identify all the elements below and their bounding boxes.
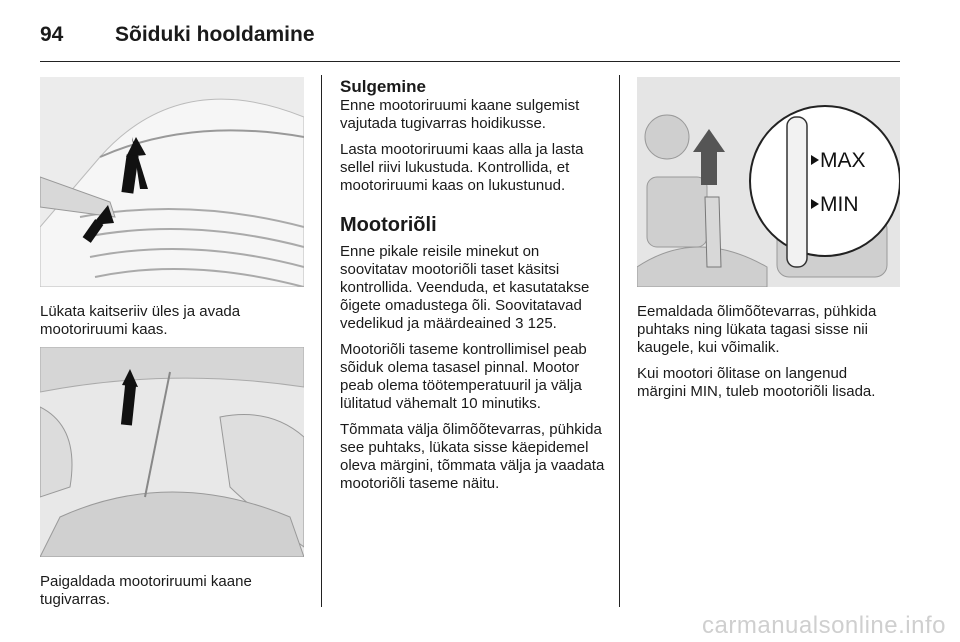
paragraph: Lasta mootoriruumi kaas alla ja lasta sellel riivi lukustuda. Kontrollida, et mootoriruumi kaas on lukustunud. xyxy=(340,141,584,194)
section-heading: Mootoriõli xyxy=(340,214,437,236)
caption: Lükata kaitseriiv üles ja avada mootoriruumi kaas. xyxy=(40,303,241,338)
paragraph: Tõmmata välja õlimõõtevarras, pühkida see puhtaks, lükata sisse käepidemel oleva märgini, tõmmata välja ja vaadata mootoriõli taseme näitu. xyxy=(340,421,605,492)
paragraph: Mootoriõli taseme kontrollimisel peab sõiduk olema tasasel pinnal. Mootor peab olema töötemperatuuril ja välja lülitatud vähemalt 10 minutiks. xyxy=(340,341,587,412)
hood-support-illustration xyxy=(40,347,304,557)
column-middle xyxy=(340,77,608,501)
hood-release-illustration xyxy=(40,77,304,287)
dipstick-min-label: MIN xyxy=(820,193,859,216)
oil-dipstick-illustration xyxy=(637,77,900,287)
dipstick-max-label: MAX xyxy=(820,149,866,172)
column-left xyxy=(40,77,304,617)
header-rule xyxy=(40,61,900,62)
paragraph: Kui mootori õlitase on langenud märgini MIN, tuleb mootoriõli lisada. xyxy=(637,365,876,400)
paragraph: Eemaldada õlimõõtevarras, pühkida puhtaks ning lükata tagasi sisse nii kaugele, kui võimalik. xyxy=(637,303,877,356)
section-heading: Sulgemine xyxy=(340,77,426,96)
page-reference-icon: 3 xyxy=(515,315,524,332)
section-title: Sõiduki hooldamine xyxy=(115,23,315,46)
page-number: 94 xyxy=(40,23,64,46)
watermark: carmanualsonline.info xyxy=(702,612,946,639)
page-header xyxy=(40,20,315,50)
column-right xyxy=(637,77,900,409)
page-reference: 125. xyxy=(527,315,557,332)
paragraph: Enne pikale reisile minekut on soovitatav mootoriõli taset käsitsi kontrollida. Veenduda, et kasutatakse õigete omadustega õli. Soovitatavad vedelikud ja määrdeained 3 125. xyxy=(340,243,590,332)
column-divider xyxy=(321,75,322,607)
paragraph: Enne mootoriruumi kaane sulgemist vajutada tugivarras hoidikusse. xyxy=(340,97,580,132)
caption: Paigaldada mootoriruumi kaane tugivarras. xyxy=(40,573,252,608)
column-divider xyxy=(619,75,620,607)
